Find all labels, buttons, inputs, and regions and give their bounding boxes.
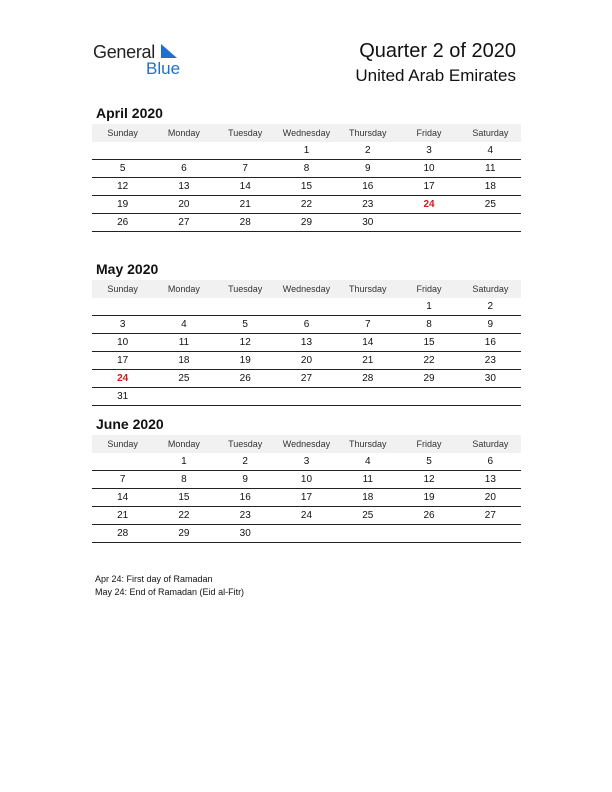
logo-general-text: General (93, 42, 155, 62)
day-cell: 28 (117, 528, 129, 539)
day-cell: 24 (423, 199, 435, 210)
empty-day-cell (153, 389, 214, 405)
day-cell: 28 (362, 373, 374, 384)
day-cell: 14 (362, 337, 374, 348)
day-cell: 3 (303, 456, 310, 467)
empty-day-cell (460, 526, 521, 542)
weekday-label: Wednesday (282, 284, 331, 294)
day-cell: 1 (426, 301, 432, 312)
day-cell: 2 (487, 301, 494, 312)
day-cell: 12 (117, 181, 129, 192)
day-cell: 30 (239, 528, 251, 539)
day-cell: 8 (426, 319, 432, 330)
day-cell: 5 (119, 163, 126, 174)
day-cell: 9 (242, 474, 248, 485)
day-cell: 3 (119, 319, 126, 330)
month-calendar (92, 259, 521, 406)
day-cell: 30 (362, 217, 374, 228)
empty-day-cell (92, 299, 153, 315)
week-row (92, 317, 521, 334)
day-cell: 21 (239, 199, 251, 210)
empty-day-cell (460, 215, 521, 231)
day-cell: 23 (239, 510, 251, 521)
day-cell: 28 (239, 217, 251, 228)
logo-blue-text: Blue (146, 59, 181, 78)
week-row (92, 353, 521, 370)
day-cell: 24 (300, 510, 313, 521)
day-cell: 8 (181, 474, 187, 485)
empty-day-cell (398, 215, 459, 231)
empty-day-cell (460, 389, 521, 405)
day-cell: 6 (303, 319, 310, 330)
day-cell: 8 (303, 163, 310, 174)
weekday-label: Monday (167, 284, 200, 294)
month-title: April 2020 (96, 105, 163, 121)
week-row (92, 335, 521, 352)
day-cell: 2 (242, 456, 248, 467)
day-cell: 3 (426, 145, 432, 156)
day-cell: 25 (484, 199, 496, 210)
day-cell: 27 (178, 217, 190, 228)
empty-day-cell (153, 299, 214, 315)
day-cell: 19 (239, 355, 251, 366)
day-cell: 4 (487, 145, 494, 156)
day-cell: 10 (300, 474, 313, 485)
day-cell: 7 (364, 319, 371, 330)
weekday-label: Friday (416, 128, 442, 138)
month-calendar (92, 103, 521, 232)
day-cell: 9 (364, 163, 371, 174)
empty-day-cell (398, 526, 459, 542)
weekday-label: Wednesday (282, 439, 331, 449)
page-title: Quarter 2 of 2020 (359, 40, 516, 62)
month-title: June 2020 (96, 416, 164, 432)
day-cell: 25 (362, 510, 374, 521)
day-cell: 22 (300, 199, 313, 210)
day-cell: 9 (487, 319, 494, 330)
day-cell: 16 (484, 337, 496, 348)
week-row (92, 472, 521, 489)
week-row (92, 508, 521, 525)
day-cell: 23 (484, 355, 496, 366)
page-subtitle: United Arab Emirates (355, 66, 516, 85)
weekday-label: Tuesday (228, 284, 263, 294)
empty-day-cell (153, 143, 214, 159)
day-cell: 17 (423, 181, 435, 192)
day-cell: 10 (117, 337, 129, 348)
day-cell: 18 (484, 181, 496, 192)
day-cell: 6 (181, 163, 187, 174)
day-cell: 29 (423, 373, 435, 384)
week-row (92, 454, 521, 471)
holiday-note: Apr 24: First day of Ramadan (95, 574, 213, 584)
day-cell: 17 (117, 355, 129, 366)
day-cell: 30 (484, 373, 496, 384)
day-cell: 29 (300, 217, 313, 228)
day-cell: 26 (117, 217, 129, 228)
day-cell: 27 (484, 510, 496, 521)
day-cell: 2 (364, 145, 371, 156)
week-row (92, 179, 521, 196)
generalblue-logo (93, 40, 193, 80)
empty-day-cell (92, 143, 153, 159)
weekday-label: Tuesday (228, 439, 263, 449)
empty-day-cell (398, 389, 459, 405)
day-cell: 22 (423, 355, 435, 366)
day-cell: 22 (178, 510, 190, 521)
day-cell: 21 (117, 510, 129, 521)
day-cell: 29 (178, 528, 190, 539)
day-cell: 19 (423, 492, 435, 503)
week-row (92, 371, 521, 388)
day-cell: 5 (242, 319, 248, 330)
day-cell: 12 (239, 337, 251, 348)
day-cell: 11 (178, 337, 190, 348)
weekday-label: Sunday (107, 284, 138, 294)
day-cell: 14 (239, 181, 251, 192)
day-cell: 20 (178, 199, 190, 210)
week-row (92, 526, 521, 543)
day-cell: 18 (178, 355, 190, 366)
weekday-label: Sunday (107, 439, 138, 449)
day-cell: 20 (484, 492, 496, 503)
empty-day-cell (215, 299, 276, 315)
empty-day-cell (337, 389, 398, 405)
holiday-note: May 24: End of Ramadan (Eid al-Fitr) (95, 587, 245, 597)
day-cell: 13 (178, 181, 190, 192)
day-cell: 26 (423, 510, 435, 521)
holiday-notes (95, 573, 244, 599)
logo-triangle-icon (161, 44, 177, 58)
week-row (92, 197, 521, 214)
day-cell: 31 (117, 391, 129, 402)
empty-day-cell (276, 389, 337, 405)
day-cell: 26 (239, 373, 251, 384)
day-cell: 1 (303, 145, 310, 156)
day-cell: 11 (362, 474, 373, 485)
weekday-label: Saturday (472, 128, 509, 138)
week-row (92, 490, 521, 507)
weekday-label: Thursday (349, 284, 387, 294)
day-cell: 13 (484, 474, 496, 485)
week-row (92, 143, 521, 160)
day-cell: 10 (423, 163, 435, 174)
weekday-label: Saturday (472, 439, 509, 449)
day-cell: 7 (119, 474, 126, 485)
weekday-label: Sunday (107, 128, 138, 138)
day-cell: 18 (362, 492, 374, 503)
day-cell: 21 (362, 355, 374, 366)
empty-day-cell (215, 143, 276, 159)
day-cell: 5 (426, 456, 432, 467)
weekday-label: Monday (167, 439, 200, 449)
week-row (92, 389, 521, 406)
weekday-label: Monday (167, 128, 200, 138)
empty-day-cell (276, 526, 337, 542)
empty-day-cell (215, 389, 276, 405)
day-cell: 7 (242, 163, 248, 174)
month-title: May 2020 (96, 261, 159, 277)
day-cell: 16 (362, 181, 374, 192)
day-cell: 24 (117, 373, 129, 384)
week-row (92, 161, 521, 178)
weekday-label: Friday (416, 439, 442, 449)
day-cell: 1 (181, 456, 187, 467)
empty-day-cell (276, 299, 337, 315)
weekday-label: Tuesday (228, 128, 263, 138)
day-cell: 23 (362, 199, 374, 210)
day-cell: 19 (117, 199, 129, 210)
weekday-header-row (92, 124, 521, 142)
day-cell: 27 (300, 373, 313, 384)
empty-day-cell (337, 299, 398, 315)
day-cell: 12 (423, 474, 435, 485)
day-cell: 20 (300, 355, 313, 366)
day-cell: 25 (178, 373, 190, 384)
weekday-label: Friday (416, 284, 442, 294)
week-row (92, 299, 521, 316)
day-cell: 13 (300, 337, 313, 348)
weekday-header-row (92, 280, 521, 298)
weekday-label: Saturday (472, 284, 509, 294)
empty-day-cell (92, 454, 153, 470)
day-cell: 15 (300, 181, 313, 192)
day-cell: 15 (178, 492, 190, 503)
weekday-label: Wednesday (282, 128, 331, 138)
day-cell: 16 (239, 492, 251, 503)
day-cell: 14 (117, 492, 129, 503)
weekday-header-row (92, 435, 521, 453)
month-calendar (92, 414, 521, 543)
day-cell: 6 (487, 456, 494, 467)
day-cell: 4 (364, 456, 371, 467)
day-cell: 4 (181, 319, 187, 330)
weekday-label: Thursday (349, 439, 387, 449)
week-row (92, 215, 521, 232)
day-cell: 11 (485, 163, 496, 174)
day-cell: 15 (423, 337, 435, 348)
empty-day-cell (337, 526, 398, 542)
weekday-label: Thursday (349, 128, 387, 138)
day-cell: 17 (300, 492, 313, 503)
